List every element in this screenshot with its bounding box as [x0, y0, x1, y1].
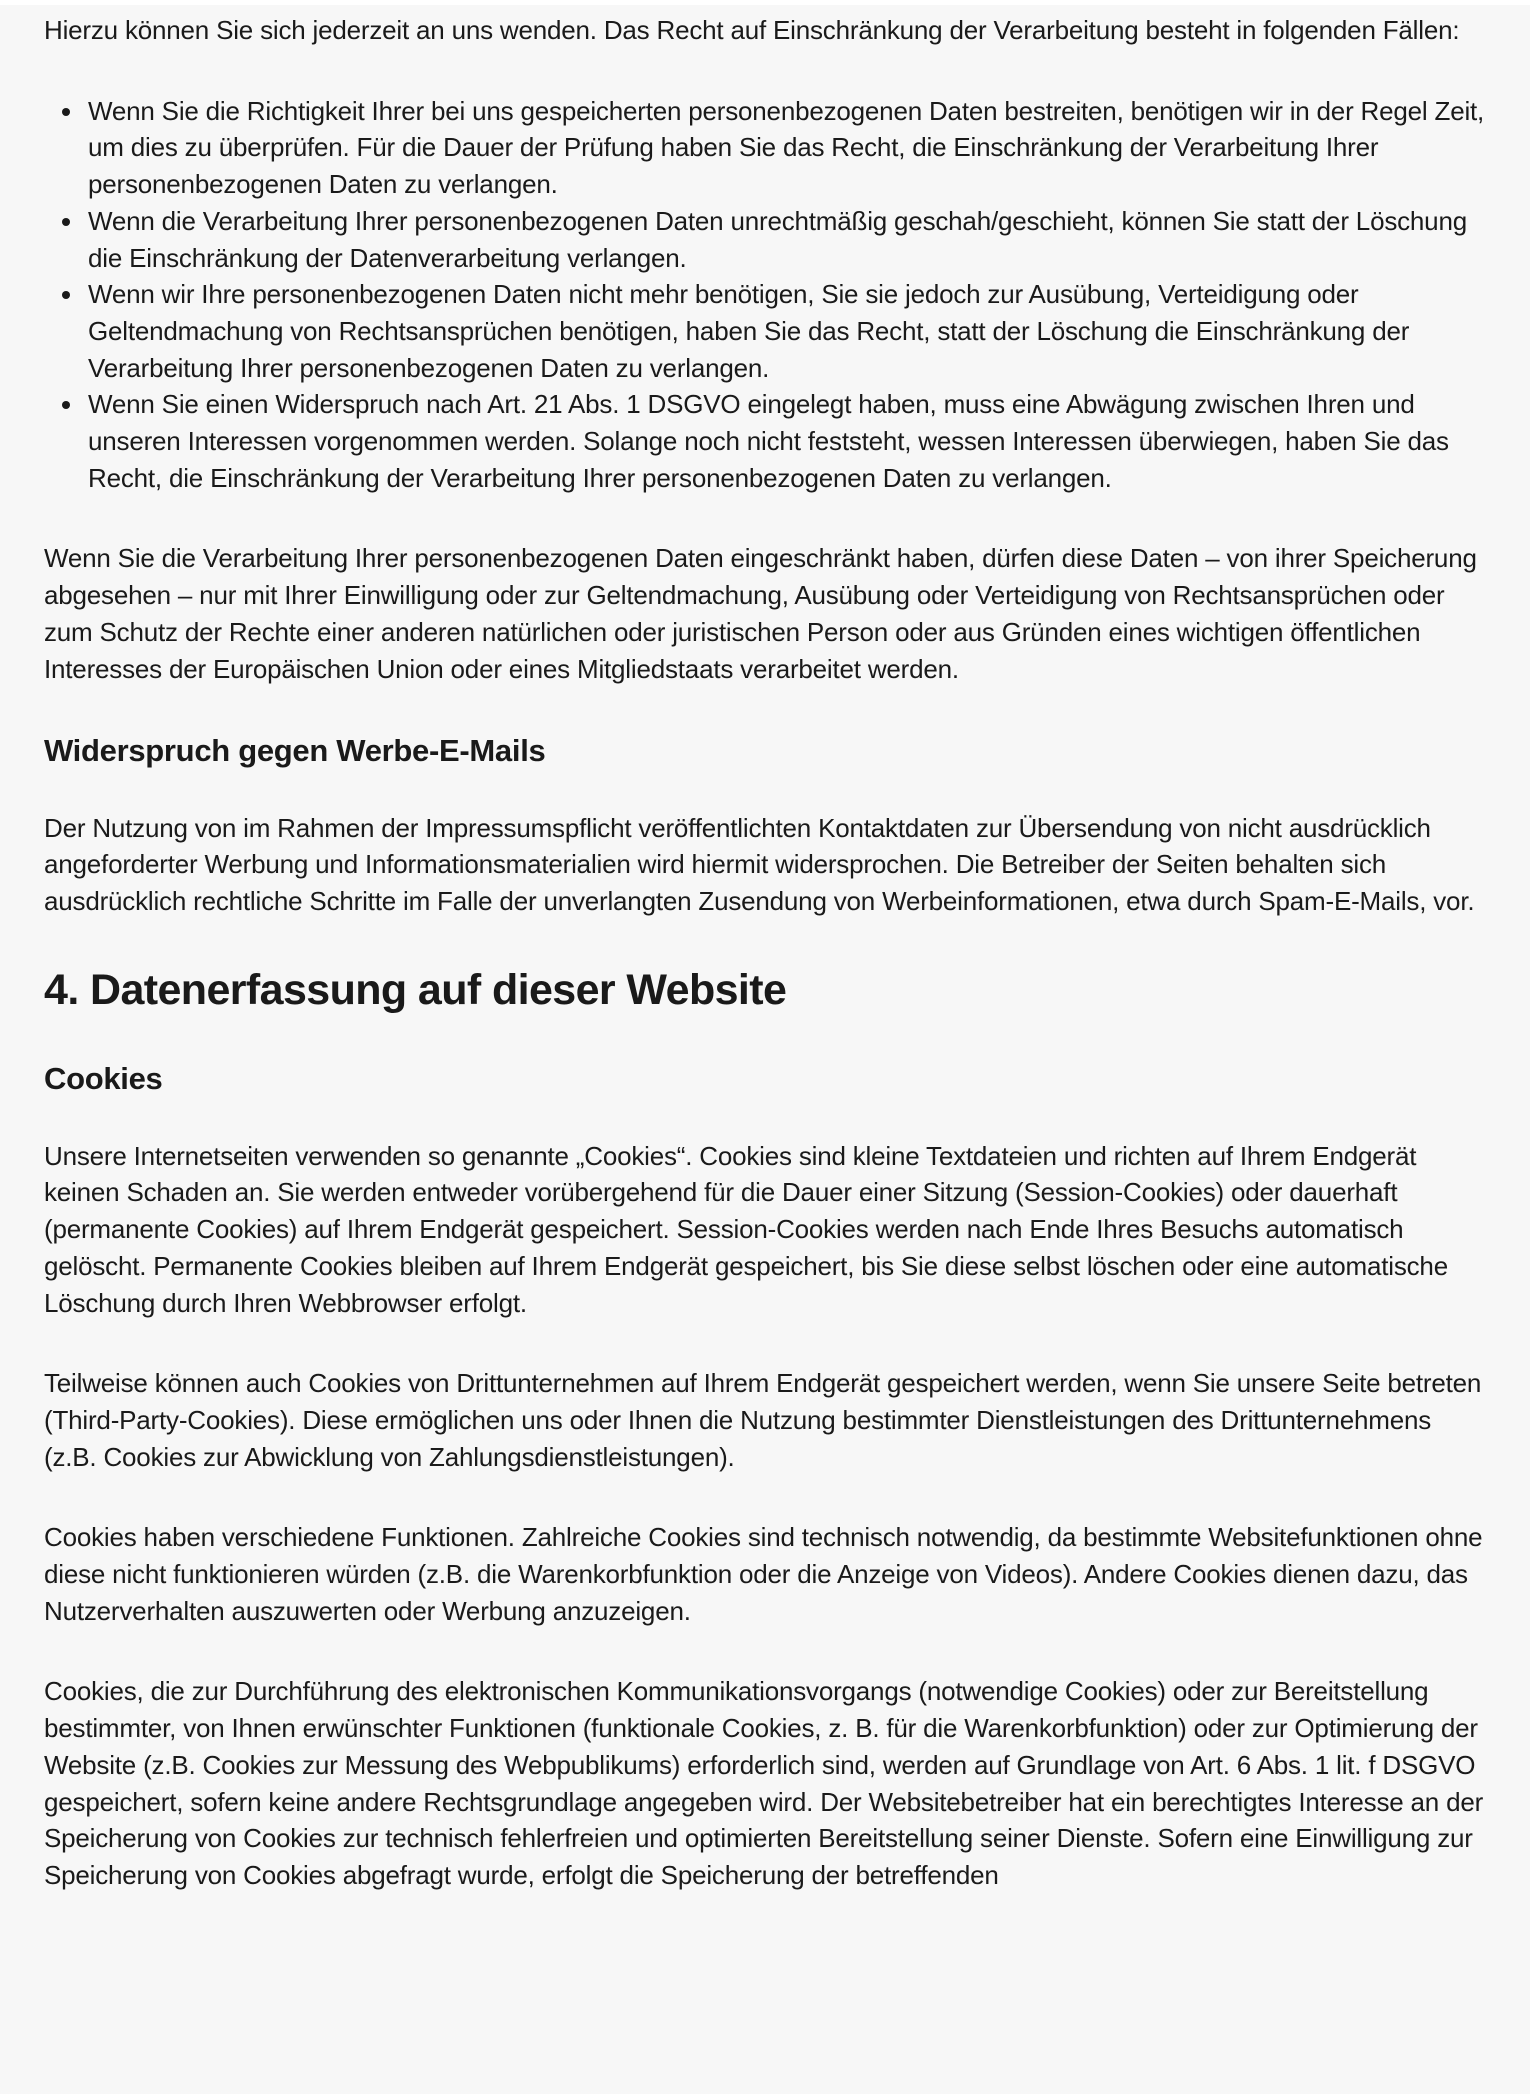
heading-section-datenerfassung: 4. Datenerfassung auf dieser Website: [44, 965, 787, 1014]
paragraph-cookies-definition: Unsere Internetseiten verwenden so genannte „Cookies“. Cookies sind kleine Textdateien und richten auf Ihrem Endgerät keinen Schaden an. Sie werden entweder vorübergehend für die Dauer einer Sitzung (Session-Cookies) oder dauerhaft (permanente Cookies) auf Ihrem Endgerät gespeichert. Session-Cookies werden nach Ende Ihres Besuchs automatisch gelöscht. Permanente Cookies bleiben auf Ihrem Endgerät gespeichert, bis Sie diese selbst löschen oder eine automatische Löschung durch Ihren Webbrowser erfolgt.: [44, 1140, 1448, 1318]
paragraph-cookies-funktionen: Cookies haben verschiedene Funktionen. Zahlreiche Cookies sind technisch notwendig, da bestimmte Websitefunktionen ohne diese nicht funktionieren würden (z.B. die Warenkorbfunktion oder die Anzeige von Videos). Andere Cookies dienen dazu, das Nutzerverhalten auszuwerten oder Werbung anzuzeigen.: [44, 1522, 1483, 1626]
paragraph-restriction-intro: Hierzu können Sie sich jederzeit an uns wenden. Das Recht auf Einschränkung der Verarbeitung besteht in folgenden Fällen:: [44, 15, 1460, 45]
paragraph-restriction-effect: Wenn Sie die Verarbeitung Ihrer personenbezogenen Daten eingeschränkt haben, dürfen diese Daten – von ihrer Speicherung abgesehen – nur mit Ihrer Einwilligung oder zur Geltendmachung, Ausübung oder Verteidigung von Rechtsansprüchen oder zum Schutz der Rechte einer anderen natürlichen oder juristischen Person oder aus Gründen eines wichtigen öffentlichen Interesses der Europäischen Union oder eines Mitgliedstaats verarbeitet werden.: [44, 543, 1477, 684]
paragraph-werbe-emails: Der Nutzung von im Rahmen der Impressumspflicht veröffentlichten Kontaktdaten zur Übersendung von nicht ausdrücklich angeforderter Werbung und Informationsmaterialien wird hiermit widersprochen. Die Betreiber der Seiten behalten sich ausdrücklich rechtliche Schritte im Falle der unverlangten Zusendung von Werbeinformationen, etwa durch Spam-E-Mails, vor.: [44, 812, 1475, 916]
heading-widerspruch-werbe-emails: Widerspruch gegen Werbe-E-Mails: [44, 733, 546, 769]
list-item-unrechtmaessige-verarbeitung: • Wenn die Verarbeitung Ihrer personenbezogenen Daten unrechtmäßig geschah/geschieht, können Sie statt der Löschung die Einschränkung der Datenverarbeitung verlangen.: [85, 203, 1490, 276]
restriction-cases-list: [44, 93, 1490, 497]
paragraph-cookies-third-party: Teilweise können auch Cookies von Drittunternehmen auf Ihrem Endgerät gespeichert werden, wenn Sie unsere Seite betreten (Third-Party-Cookies). Diese ermöglichen uns oder Ihnen die Nutzung bestimmter Dienstleistungen des Drittunternehmens (z.B. Cookies zur Abwicklung von Zahlungsdienstleistungen).: [44, 1368, 1482, 1472]
list-item-widerspruch-art-21: • Wenn Sie einen Widerspruch nach Art. 21 Abs. 1 DSGVO eingelegt haben, muss eine Abwägung zwischen Ihren und unseren Interessen vorgenommen werden. Solange noch nicht feststeht, wessen Interessen überwiegen, haben Sie das Recht, die Einschränkung der Verarbeitung Ihrer personenbezogenen Daten zu verlangen.: [85, 386, 1490, 496]
list-item-daten-nicht-mehr-benoetigt: • Wenn wir Ihre personenbezogenen Daten nicht mehr benötigen, Sie sie jedoch zur Ausübung, Verteidigung oder Geltendmachung von Rechtsansprüchen benötigen, haben Sie das Recht, statt der Löschung die Einschränkung der Verarbeitung Ihrer personenbezogenen Daten zu verlangen.: [85, 276, 1490, 386]
paragraph-cookies-rechtsgrundlage: Cookies, die zur Durchführung des elektronischen Kommunikationsvorgangs (notwendige Cookies) oder zur Bereitstellung bestimmter, von Ihnen erwünschter Funktionen (funktionale Cookies, z. B. für die Warenkorbfunktion) oder zur Optimierung der Website (z.B. Cookies zur Messung des Webpublikums) erforderlich sind, werden auf Grundlage von Art. 6 Abs. 1 lit. f DSGVO gespeichert, sofern keine andere Rechtsgrundlage angegeben wird. Der Websitebetreiber hat ein berechtigtes Interesse an der Speicherung von Cookies zur technisch fehlerfreien und optimierten Bereitstellung seiner Dienste. Sofern eine Einwilligung zur Speicherung von Cookies abgefragt wurde, erfolgt die Speicherung der betreffenden: [44, 1676, 1484, 1890]
heading-cookies: Cookies: [44, 1061, 163, 1097]
list-item-richtigkeit-bestreiten: • Wenn Sie die Richtigkeit Ihrer bei uns gespeicherten personenbezogenen Daten bestreiten, benötigen wir in der Regel Zeit, um dies zu überprüfen. Für die Dauer der Prüfung haben Sie das Recht, die Einschränkung der Verarbeitung Ihrer personenbezogenen Daten zu verlangen.: [85, 93, 1490, 203]
